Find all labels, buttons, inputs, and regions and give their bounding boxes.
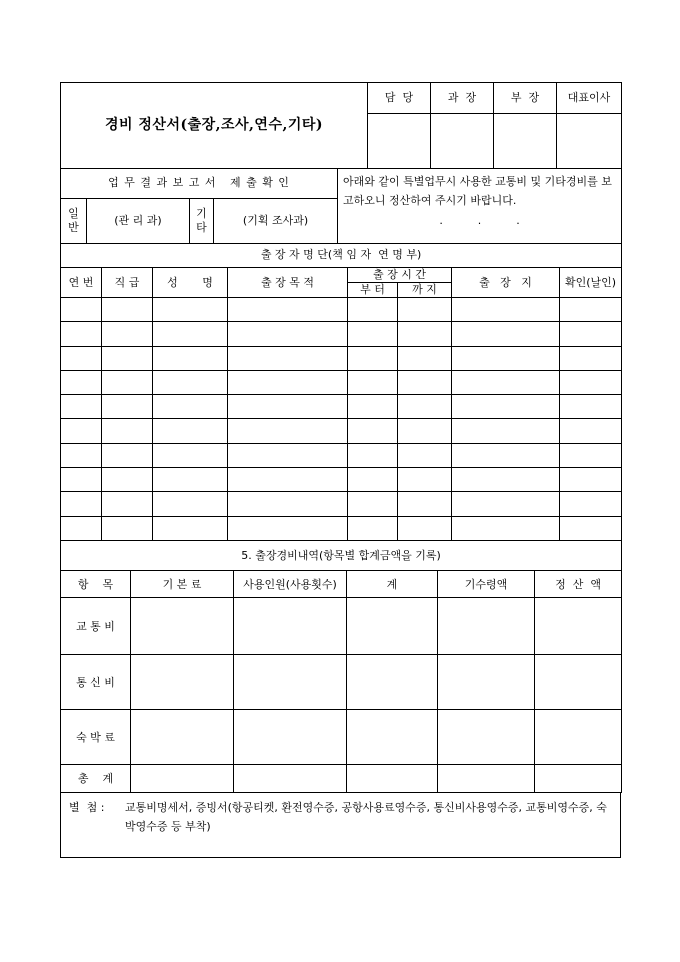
expense-row bbox=[61, 765, 622, 793]
trip-cell[interactable] bbox=[560, 322, 622, 346]
trip-cell[interactable] bbox=[398, 370, 452, 394]
col-rank: 직 급 bbox=[102, 268, 153, 298]
expense-cell[interactable] bbox=[131, 765, 234, 793]
expense-cell[interactable] bbox=[347, 655, 438, 710]
trip-cell[interactable] bbox=[61, 492, 102, 516]
trip-cell[interactable] bbox=[348, 516, 398, 540]
trip-cell[interactable] bbox=[102, 298, 153, 322]
trip-cell[interactable] bbox=[228, 370, 348, 394]
form-title: 경비 정산서(출장,조사,연수,기타) bbox=[61, 83, 368, 169]
other-label: 기타 bbox=[190, 198, 214, 243]
col-from: 부 터 bbox=[348, 283, 398, 298]
expense-col-base: 기 본 료 bbox=[131, 571, 234, 598]
expense-table bbox=[60, 541, 622, 794]
approval-label-ceo: 대표이사 bbox=[557, 83, 622, 114]
trip-cell[interactable] bbox=[153, 468, 228, 492]
trip-cell[interactable] bbox=[228, 346, 348, 370]
trip-cell[interactable] bbox=[560, 298, 622, 322]
trip-cell[interactable] bbox=[348, 492, 398, 516]
trip-cell[interactable] bbox=[61, 516, 102, 540]
trip-cell[interactable] bbox=[153, 370, 228, 394]
trip-cell[interactable] bbox=[61, 346, 102, 370]
expense-cell[interactable] bbox=[131, 655, 234, 710]
notice-date[interactable]: . . . bbox=[439, 214, 520, 228]
trip-cell[interactable] bbox=[560, 443, 622, 467]
trip-cell[interactable] bbox=[153, 298, 228, 322]
expense-cell[interactable] bbox=[535, 710, 622, 765]
col-period: 출 장 시 간 bbox=[348, 268, 452, 283]
expense-col-sum: 계 bbox=[347, 571, 438, 598]
trip-cell[interactable] bbox=[348, 468, 398, 492]
trip-cell[interactable] bbox=[348, 370, 398, 394]
trip-cell[interactable] bbox=[398, 492, 452, 516]
trip-cell[interactable] bbox=[398, 298, 452, 322]
expense-cell[interactable] bbox=[438, 598, 535, 655]
trip-cell[interactable] bbox=[348, 322, 398, 346]
expense-cell[interactable] bbox=[535, 598, 622, 655]
trip-cell[interactable] bbox=[560, 346, 622, 370]
expense-col-users: 사용인원(사용횟수) bbox=[234, 571, 347, 598]
expense-cell[interactable] bbox=[347, 710, 438, 765]
trip-cell[interactable] bbox=[102, 468, 153, 492]
trip-cell[interactable] bbox=[398, 322, 452, 346]
trip-cell[interactable] bbox=[153, 419, 228, 443]
trip-cell[interactable] bbox=[61, 395, 102, 419]
approval-label-manager: 과 장 bbox=[431, 83, 494, 114]
trip-cell[interactable] bbox=[61, 298, 102, 322]
trip-cell[interactable] bbox=[228, 443, 348, 467]
trip-cell[interactable] bbox=[560, 468, 622, 492]
attachment-note bbox=[61, 793, 621, 857]
trip-cell[interactable] bbox=[348, 298, 398, 322]
trip-cell[interactable] bbox=[228, 322, 348, 346]
trip-row bbox=[61, 492, 622, 516]
expense-cell[interactable] bbox=[234, 655, 347, 710]
trip-cell[interactable] bbox=[348, 395, 398, 419]
trip-cell[interactable] bbox=[228, 516, 348, 540]
approval-sign-ceo[interactable] bbox=[557, 114, 622, 169]
trip-cell[interactable] bbox=[153, 492, 228, 516]
trip-cell[interactable] bbox=[102, 370, 153, 394]
expense-row-label: 숙 박 료 bbox=[61, 710, 131, 765]
trip-cell[interactable] bbox=[102, 322, 153, 346]
trip-rows bbox=[61, 298, 622, 541]
trip-cell[interactable] bbox=[228, 395, 348, 419]
col-place: 출 장 지 bbox=[452, 268, 560, 298]
trip-cell[interactable] bbox=[452, 443, 560, 467]
expense-row bbox=[61, 655, 622, 710]
trip-cell[interactable] bbox=[348, 346, 398, 370]
expense-header: 5. 출장경비내역(항목별 합계금액을 기록) bbox=[61, 541, 622, 571]
trip-cell[interactable] bbox=[102, 492, 153, 516]
expense-cell[interactable] bbox=[131, 710, 234, 765]
expense-col-settle: 정 산 액 bbox=[535, 571, 622, 598]
trip-cell[interactable] bbox=[452, 468, 560, 492]
trip-row bbox=[61, 516, 622, 540]
general-value: (관 리 과) bbox=[87, 198, 190, 243]
trip-cell[interactable] bbox=[560, 492, 622, 516]
trip-cell[interactable] bbox=[228, 298, 348, 322]
attachment-label: 별 첨 : bbox=[69, 801, 105, 815]
trip-cell[interactable] bbox=[452, 492, 560, 516]
expense-rows bbox=[61, 598, 622, 793]
col-name: 성 명 bbox=[153, 268, 228, 298]
trip-cell[interactable] bbox=[452, 322, 560, 346]
expense-row bbox=[61, 710, 622, 765]
notice-body: 아래와 같이 특별업무시 사용한 교통비 및 기타경비를 보고하오니 정산하여 주시기 바랍니다. bbox=[343, 175, 612, 207]
trip-cell[interactable] bbox=[452, 370, 560, 394]
expense-cell[interactable] bbox=[234, 765, 347, 793]
trip-cell[interactable] bbox=[153, 322, 228, 346]
expense-row-label: 통 신 비 bbox=[61, 655, 131, 710]
approval-sign-staff[interactable] bbox=[368, 114, 431, 169]
trip-cell[interactable] bbox=[398, 419, 452, 443]
expense-row-label: 총 계 bbox=[61, 765, 131, 793]
trip-cell[interactable] bbox=[153, 516, 228, 540]
trip-cell[interactable] bbox=[398, 468, 452, 492]
approval-label-staff: 담 당 bbox=[368, 83, 431, 114]
general-label: 일반 bbox=[61, 198, 87, 243]
trip-list-header: 출 장 자 명 단(책 임 자 연 명 부) bbox=[61, 244, 622, 268]
trip-row bbox=[61, 370, 622, 394]
report-check-table bbox=[60, 169, 622, 244]
attachment-text: 교통비명세서, 증빙서(항공티켓, 환전영수증, 공항사용료영수증, 통신비사용영수증, 교통비영수증, 숙박영수증 등 부착) bbox=[125, 801, 607, 834]
trip-cell[interactable] bbox=[398, 516, 452, 540]
trip-row bbox=[61, 443, 622, 467]
notice-text bbox=[338, 169, 622, 243]
expense-col-received: 기수령액 bbox=[438, 571, 535, 598]
trip-row bbox=[61, 395, 622, 419]
trip-cell[interactable] bbox=[102, 516, 153, 540]
trip-cell[interactable] bbox=[61, 468, 102, 492]
expense-cell[interactable] bbox=[535, 765, 622, 793]
trip-cell[interactable] bbox=[452, 346, 560, 370]
trip-cell[interactable] bbox=[61, 370, 102, 394]
trip-cell[interactable] bbox=[102, 395, 153, 419]
expense-row-label: 교 통 비 bbox=[61, 598, 131, 655]
expense-cell[interactable] bbox=[535, 655, 622, 710]
trip-cell[interactable] bbox=[560, 419, 622, 443]
trip-row bbox=[61, 468, 622, 492]
expense-cell[interactable] bbox=[438, 765, 535, 793]
expense-settlement-form bbox=[60, 82, 621, 858]
trip-cell[interactable] bbox=[560, 395, 622, 419]
trip-cell[interactable] bbox=[228, 492, 348, 516]
trip-cell[interactable] bbox=[61, 322, 102, 346]
report-check-header: 업 무 결 과 보 고 서 제 출 확 인 bbox=[61, 169, 338, 198]
header-table bbox=[60, 82, 622, 169]
expense-cell[interactable] bbox=[131, 598, 234, 655]
trip-cell[interactable] bbox=[560, 370, 622, 394]
trip-cell[interactable] bbox=[228, 468, 348, 492]
expense-cell[interactable] bbox=[347, 765, 438, 793]
expense-cell[interactable] bbox=[234, 598, 347, 655]
trip-cell[interactable] bbox=[452, 298, 560, 322]
approval-sign-manager[interactable] bbox=[431, 114, 494, 169]
trip-list-table bbox=[60, 244, 622, 541]
trip-cell[interactable] bbox=[560, 516, 622, 540]
trip-cell[interactable] bbox=[61, 419, 102, 443]
trip-cell[interactable] bbox=[348, 419, 398, 443]
approval-label-director: 부 장 bbox=[494, 83, 557, 114]
trip-cell[interactable] bbox=[398, 395, 452, 419]
expense-cell[interactable] bbox=[347, 598, 438, 655]
trip-cell[interactable] bbox=[452, 419, 560, 443]
trip-row bbox=[61, 322, 622, 346]
expense-cell[interactable] bbox=[438, 710, 535, 765]
approval-sign-director[interactable] bbox=[494, 114, 557, 169]
trip-cell[interactable] bbox=[452, 395, 560, 419]
trip-cell[interactable] bbox=[228, 419, 348, 443]
col-purpose: 출 장 목 적 bbox=[228, 268, 348, 298]
col-no: 연 번 bbox=[61, 268, 102, 298]
expense-row bbox=[61, 598, 622, 655]
trip-cell[interactable] bbox=[61, 443, 102, 467]
trip-cell[interactable] bbox=[398, 346, 452, 370]
trip-cell[interactable] bbox=[153, 346, 228, 370]
trip-cell[interactable] bbox=[102, 443, 153, 467]
trip-cell[interactable] bbox=[452, 516, 560, 540]
trip-cell[interactable] bbox=[153, 443, 228, 467]
expense-cell[interactable] bbox=[438, 655, 535, 710]
trip-cell[interactable] bbox=[398, 443, 452, 467]
expense-cell[interactable] bbox=[234, 710, 347, 765]
trip-row bbox=[61, 298, 622, 322]
trip-row bbox=[61, 346, 622, 370]
expense-col-item: 항 목 bbox=[61, 571, 131, 598]
trip-cell[interactable] bbox=[102, 419, 153, 443]
trip-cell[interactable] bbox=[153, 395, 228, 419]
other-value: (기획 조사과) bbox=[214, 198, 338, 243]
col-to: 까 지 bbox=[398, 283, 452, 298]
trip-row bbox=[61, 419, 622, 443]
col-confirm: 확인(날인) bbox=[560, 268, 622, 298]
trip-cell[interactable] bbox=[348, 443, 398, 467]
trip-cell[interactable] bbox=[102, 346, 153, 370]
attachment-table bbox=[60, 793, 621, 858]
